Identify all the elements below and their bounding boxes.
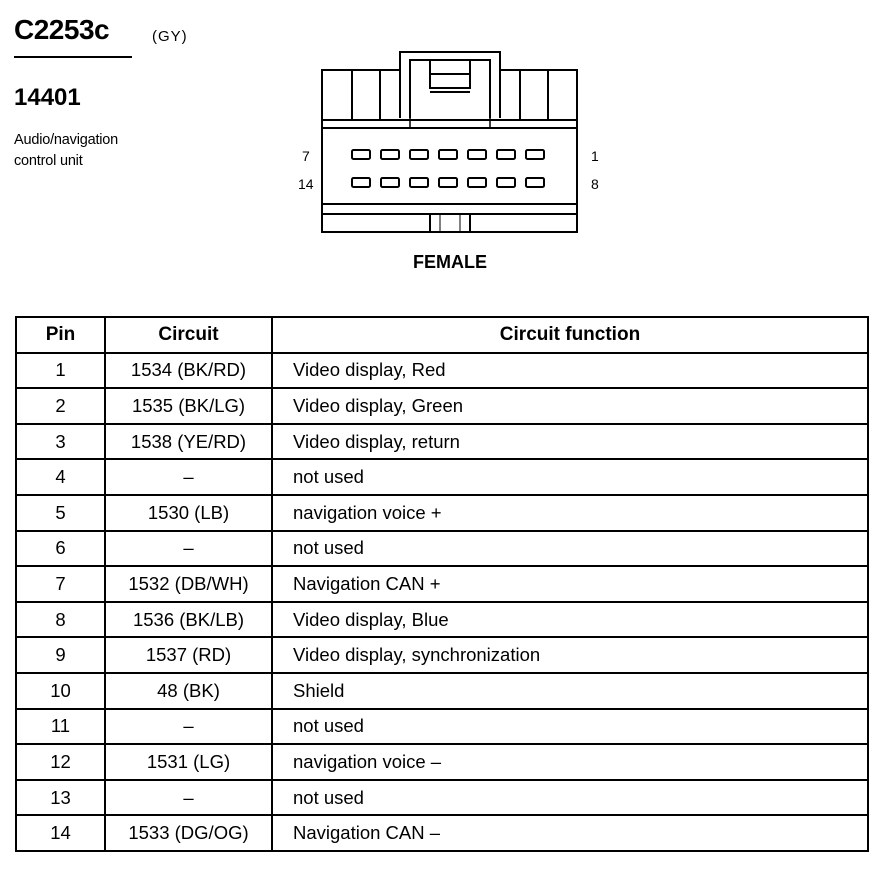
function-cell: Navigation CAN + — [272, 566, 868, 602]
pin-label-8: 8 — [591, 176, 599, 192]
pin-cell: 3 — [16, 424, 105, 460]
circuit-cell: 1531 (LG) — [105, 744, 272, 780]
header-circuit: Circuit — [105, 317, 272, 353]
table-row — [16, 424, 868, 460]
pin-slot — [439, 150, 457, 159]
circuit-cell: 1532 (DB/WH) — [105, 566, 272, 602]
pin-slot — [410, 178, 428, 187]
circuit-cell: 1538 (YE/RD) — [105, 424, 272, 460]
circuit-cell: 1537 (RD) — [105, 637, 272, 673]
function-cell: not used — [272, 709, 868, 745]
connector-gender: FEMALE — [413, 252, 487, 272]
circuit-cell: – — [105, 531, 272, 567]
table-row — [16, 495, 868, 531]
pin-cell: 1 — [16, 353, 105, 389]
function-cell: Video display, return — [272, 424, 868, 460]
pin-cell: 2 — [16, 388, 105, 424]
table-row — [16, 637, 868, 673]
table-row — [16, 531, 868, 567]
table-row — [16, 709, 868, 745]
table-row — [16, 459, 868, 495]
pin-label-14: 14 — [298, 176, 314, 192]
table-row — [16, 388, 868, 424]
table-row — [16, 566, 868, 602]
table-row — [16, 673, 868, 709]
function-cell: navigation voice – — [272, 744, 868, 780]
circuit-cell: – — [105, 780, 272, 816]
pin-slot — [526, 178, 544, 187]
circuit-cell: 1535 (BK/LG) — [105, 388, 272, 424]
pinout-table — [15, 316, 869, 852]
pin-slot — [468, 178, 486, 187]
table-row — [16, 815, 868, 851]
circuit-cell: 1533 (DG/OG) — [105, 815, 272, 851]
pin-slot — [439, 178, 457, 187]
function-cell: Shield — [272, 673, 868, 709]
connector-color: (GY) — [152, 28, 188, 45]
function-cell: Video display, Blue — [272, 602, 868, 638]
pin-label-1: 1 — [591, 148, 599, 164]
connector-body — [322, 70, 352, 120]
pin-slot — [352, 178, 370, 187]
function-cell: not used — [272, 531, 868, 567]
pin-cell: 5 — [16, 495, 105, 531]
connector-latch — [400, 52, 500, 118]
table-header-row — [16, 317, 868, 353]
pin-slot — [497, 178, 515, 187]
pin-cell: 13 — [16, 780, 105, 816]
function-cell: Video display, synchronization — [272, 637, 868, 673]
pin-slot — [526, 150, 544, 159]
circuit-cell: – — [105, 459, 272, 495]
table-row — [16, 353, 868, 389]
connector-id: C2253c — [14, 14, 110, 45]
part-description-line2: control unit — [14, 153, 83, 169]
function-cell: not used — [272, 459, 868, 495]
header-pin: Pin — [16, 317, 105, 353]
pin-cell: 6 — [16, 531, 105, 567]
table-row — [16, 602, 868, 638]
pin-slot — [381, 150, 399, 159]
part-description-line1: Audio/navigation — [14, 132, 119, 148]
pin-slot — [381, 178, 399, 187]
part-number: 14401 — [14, 84, 81, 111]
pin-cell: 12 — [16, 744, 105, 780]
pin-cell: 4 — [16, 459, 105, 495]
pin-slot — [497, 150, 515, 159]
table-row — [16, 744, 868, 780]
function-cell: navigation voice + — [272, 495, 868, 531]
pin-cell: 11 — [16, 709, 105, 745]
table-row — [16, 780, 868, 816]
pin-cell: 8 — [16, 602, 105, 638]
pin-cell: 14 — [16, 815, 105, 851]
function-cell: Video display, Green — [272, 388, 868, 424]
pin-cell: 7 — [16, 566, 105, 602]
function-cell: not used — [272, 780, 868, 816]
pin-slot — [352, 150, 370, 159]
header-circuit-function: Circuit function — [272, 317, 868, 353]
circuit-cell: 48 (BK) — [105, 673, 272, 709]
pin-label-7: 7 — [302, 148, 310, 164]
circuit-cell: 1530 (LB) — [105, 495, 272, 531]
pin-cell: 9 — [16, 637, 105, 673]
pin-slot — [468, 150, 486, 159]
pin-slot — [410, 150, 428, 159]
function-cell: Navigation CAN – — [272, 815, 868, 851]
circuit-cell: – — [105, 709, 272, 745]
circuit-cell: 1534 (BK/RD) — [105, 353, 272, 389]
pin-cell: 10 — [16, 673, 105, 709]
circuit-cell: 1536 (BK/LB) — [105, 602, 272, 638]
function-cell: Video display, Red — [272, 353, 868, 389]
